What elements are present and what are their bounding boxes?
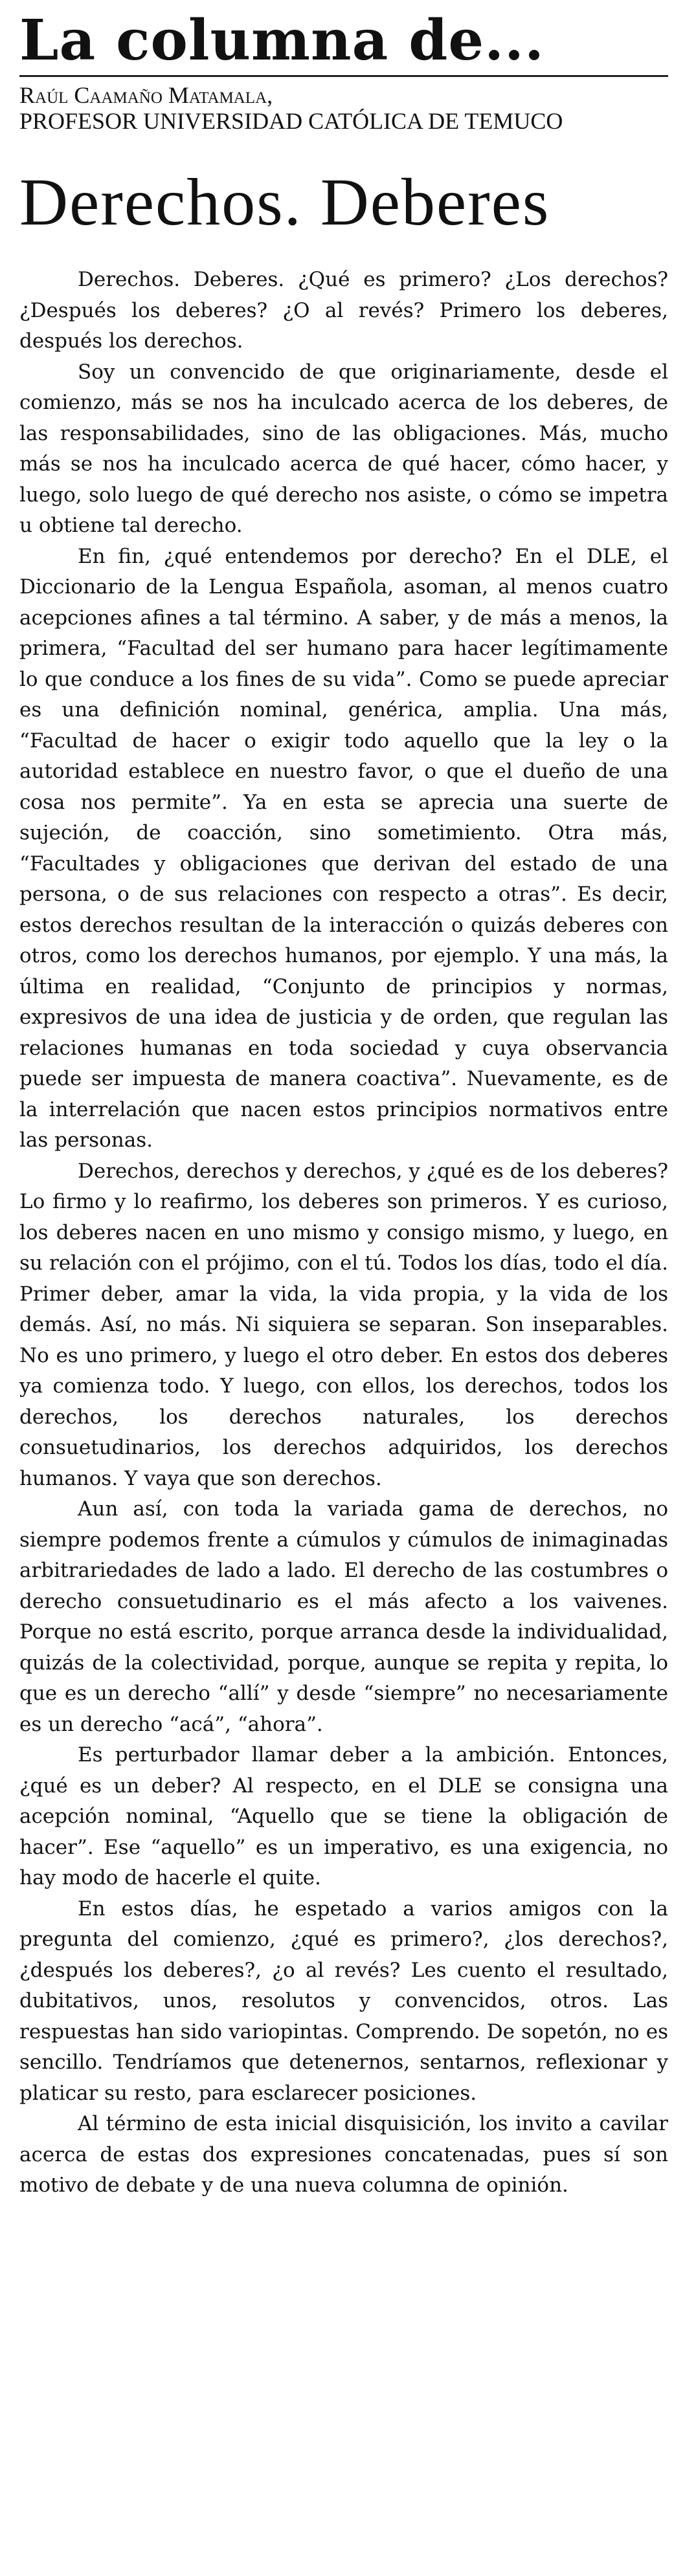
title-rule [19,75,668,77]
article-headline: Derechos. Deberes [19,165,550,239]
article-paragraph: Es perturbador llamar deber a la ambición. Entonces, ¿qué es un deber? Al respecto, en el DLE se consigna una acepción nominal, “Aquello que se tiene la obligación de hacer”. Ese “aquello” es un imperativo, es una exigencia, no hay modo de hacerle el quite. [19,1743,668,1889]
byline [19,82,668,134]
article-paragraph: Al término de esta inicial disquisición, los invito a cavilar acerca de estas dos expresiones concatenadas, pues sí son motivo de debate y de una nueva columna de opinión. [19,2112,668,2197]
article-paragraph: En estos días, he espetado a varios amigos con la pregunta del comienzo, ¿qué es primero?, ¿los derechos?, ¿después los deberes?, ¿o al revés? Les cuento el resultado, dubitativos, unos, resolutos y convencidos, otros. Las respuestas han sido variopintas. Comprendo. De sopetón, no es sencillo. Tendríamos que detenernos, sentarnos, reflexionar y platicar su resto, para esclarecer posiciones. [19,1897,668,2105]
article-paragraph: Derechos, derechos y derechos, y ¿qué es de los deberes? Lo firmo y lo reafirmo, los deberes son primeros. Y es curioso, los deberes nacen en uno mismo y consigo mismo, y luego, en su relación con el prójimo, con el tú. Todos los días, todo el día. Primer deber, amar la vida, la vida propia, y la vida de los demás. Así, no más. Ni siquiera se separan. Son inseparables. No es uno primero, y luego el otro deber. En estos dos deberes ya comienza todo. Y luego, con ellos, los derechos, todos los derechos, los derechos naturales, los derechos consuetudinarios, los derechos adquiridos, los derechos humanos. Y vaya que son derechos. [19,1159,668,1490]
section-title: La columna de... [19,8,545,73]
article-body [19,265,668,2201]
article-paragraph: En fin, ¿qué entendemos por derecho? En el DLE, el Diccionario de la Lengua Española, asoman, al menos cuatro acepciones afines a tal término. A saber, y de más a menos, la primera, “Facultad del ser humano para hacer legítimamente lo que conduce a los fines de su vida”. Como se puede apreciar es una definición nominal, genérica, amplia. Una más, “Facultad de hacer o exigir todo aquello que la ley o la autoridad establece en nuestro favor, o que el dueño de una cosa nos permite”. Ya en esta se aprecia una suerte de sujeción, de coacción, sino sometimiento. Otra más, “Facultades y obligaciones que derivan del estado de una persona, o de sus relaciones con respecto a otras”. Es decir, estos derechos resultan de la interacción o quizás deberes con otros, como los derechos humanos, por ejemplo. Y una más, la última en realidad, “Conjunto de principios y normas, expresivos de una idea de justicia y de orden, que regulan las relaciones humanas en toda sociedad y cuya observancia puede ser impuesta de manera coactiva”. Nuevamente, es de la interrelación que nacen estos principios normativos entre las personas. [19,544,668,1152]
author-role: PROFESOR UNIVERSIDAD CATÓLICA DE TEMUCO [19,108,563,134]
article-paragraph: Derechos. Deberes. ¿Qué es primero? ¿Los derechos? ¿Después los deberes? ¿O al revés? Primero los deberes, después los derechos. [19,268,668,353]
author-name: Raúl Caamaño Matamala, [19,82,273,108]
article-paragraph: Soy un convencido de que originariamente, desde el comienzo, más se nos ha inculcado acerca de los deberes, de las responsabilidades, sino de las obligaciones. Más, mucho más se nos ha inculcado acerca de qué hacer, cómo hacer, y luego, solo luego de qué derecho nos asiste, o cómo se impetra u obtiene tal derecho. [19,360,668,537]
article-paragraph: Aun así, con toda la variada gama de derechos, no siempre podemos frente a cúmulos y cúmulos de inimaginadas arbitrariedades de lado a lado. El derecho de las costumbres o derecho consuetudinario es el más afecto a los vaivenes. Porque no está escrito, porque arranca desde la individualidad, quizás de la colectividad, porque, aunque se repita y repita, lo que es un derecho “allí” y desde “siempre” no necesariamente es un derecho “acá”, “ahora”. [19,1497,668,1736]
